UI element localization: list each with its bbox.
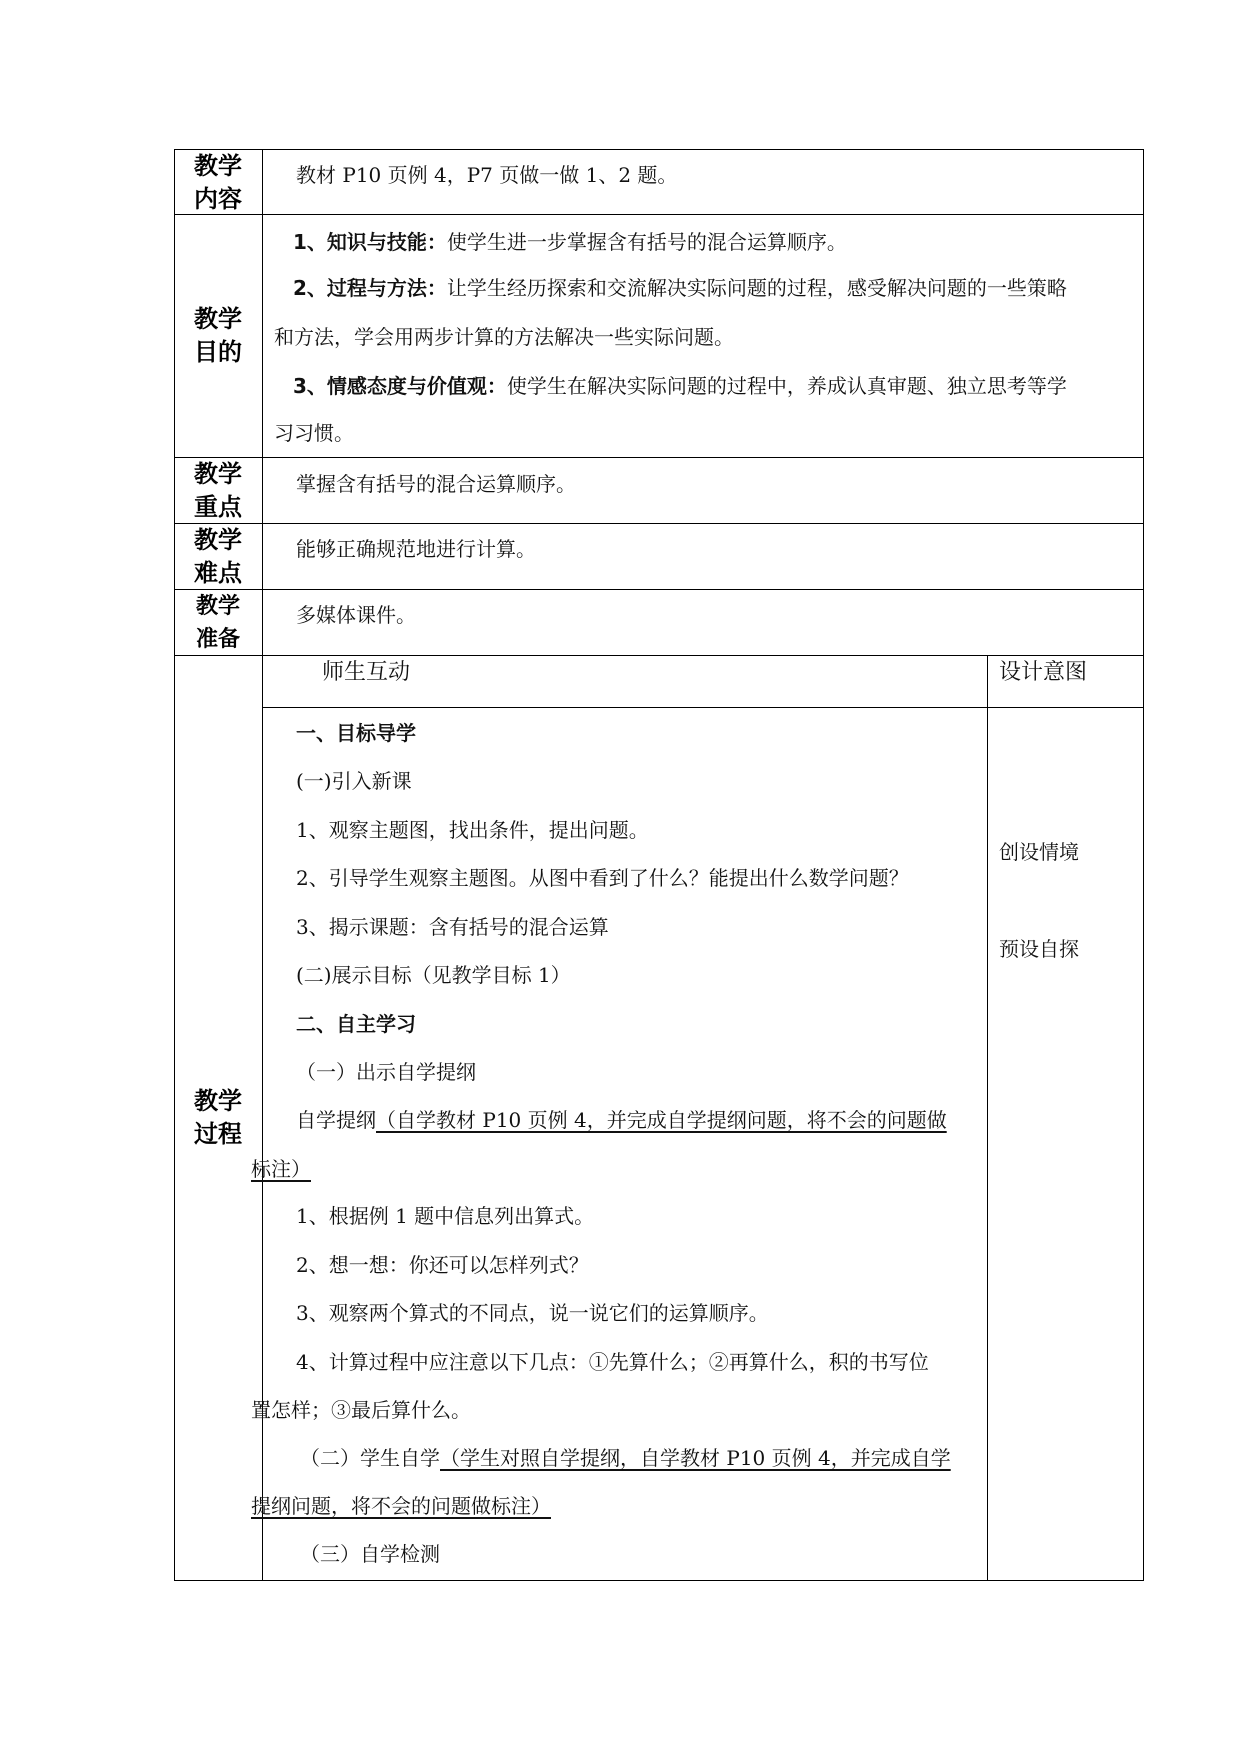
- process-line: 提纲问题，将不会的问题做标注）: [251, 1494, 551, 1518]
- process-line: (一)引入新课: [296, 769, 412, 793]
- rule: [174, 457, 1144, 458]
- row-header-process: 教学 过程: [194, 1087, 242, 1148]
- row-header-key-points: 教学 重点: [194, 460, 242, 521]
- rule: [174, 655, 1144, 656]
- process-line: 3、揭示课题：含有括号的混合运算: [296, 915, 609, 939]
- section-heading: 一、目标导学: [296, 721, 416, 745]
- row-header-content: 教学 内容: [194, 152, 242, 213]
- key-points-text: 掌握含有括号的混合运算顺序。: [296, 472, 576, 496]
- row-header-preparation: 教学 准备: [195, 594, 240, 652]
- objective-item-continued: 和方法，学会用两步计算的方法解决一些实际问题。: [274, 325, 734, 349]
- difficulties-text: 能够正确规范地进行计算。: [296, 537, 536, 561]
- process-line: （三）自学检测: [300, 1542, 440, 1566]
- objective-item: 3、情感态度与价值观：使学生在解决实际问题的过程中，养成认真审题、独立思考等学: [293, 374, 1067, 398]
- rule: [174, 214, 1144, 215]
- column-header-interaction: 师生互动: [322, 660, 411, 685]
- process-line: (二)展示目标（见教学目标 1）: [296, 963, 571, 987]
- column-header-intent: 设计意图: [999, 660, 1088, 685]
- objective-item: 2、过程与方法：让学生经历探索和交流解决实际问题的过程，感受解决问题的一些策略: [293, 276, 1067, 300]
- clipped-line: [251, 1154, 323, 1184]
- process-line: 3、观察两个算式的不同点，说一说它们的运算顺序。: [296, 1301, 769, 1325]
- process-line: 自学提纲（自学教材 P10 页例 4，并完成自学提纲问题，将不会的问题做: [296, 1108, 947, 1132]
- content-text: 教材 P10 页例 4，P7 页做一做 1、2 题。: [296, 163, 678, 187]
- process-line: 标注）: [251, 1157, 311, 1181]
- rule: [1143, 149, 1144, 1581]
- process-line: 2、引导学生观察主题图。从图中看到了什么？能提出什么数学问题？: [296, 866, 909, 890]
- rule: [262, 149, 263, 1581]
- intent-note: 创设情境: [999, 840, 1079, 864]
- rule: [174, 149, 1144, 150]
- rule: [174, 523, 1144, 524]
- process-line: （二）学生自学（学生对照自学提纲，自学教材 P10 页例 4，并完成自学: [300, 1446, 951, 1470]
- objective-item: 1、知识与技能：使学生进一步掌握含有括号的混合运算顺序。: [293, 230, 847, 254]
- section-heading: 二、自主学习: [296, 1012, 416, 1036]
- clipped-line: [251, 1395, 503, 1425]
- objective-item-continued: 习习惯。: [274, 421, 354, 445]
- clipped-line: [251, 1491, 593, 1521]
- process-line: 1、根据例 1 题中信息列出算式。: [296, 1204, 595, 1228]
- row-header-objectives: 教学 目的: [194, 305, 242, 366]
- row-header-difficulties: 教学 难点: [194, 526, 242, 587]
- process-line: 4、计算过程中应注意以下几点：①先算什么；②再算什么，积的书写位: [296, 1350, 929, 1374]
- process-line: （一）出示自学提纲: [296, 1060, 476, 1084]
- rule: [262, 707, 1144, 708]
- process-line: 1、观察主题图，找出条件，提出问题。: [296, 818, 649, 842]
- intent-note: 预设自探: [999, 937, 1079, 961]
- rule: [987, 655, 988, 1581]
- rule: [174, 589, 1144, 590]
- rule: [174, 1580, 1144, 1581]
- process-line: 置怎样；③最后算什么。: [251, 1398, 471, 1422]
- process-line: 2、想一想：你还可以怎样列式？: [296, 1253, 589, 1277]
- preparation-text: 多媒体课件。: [296, 603, 416, 627]
